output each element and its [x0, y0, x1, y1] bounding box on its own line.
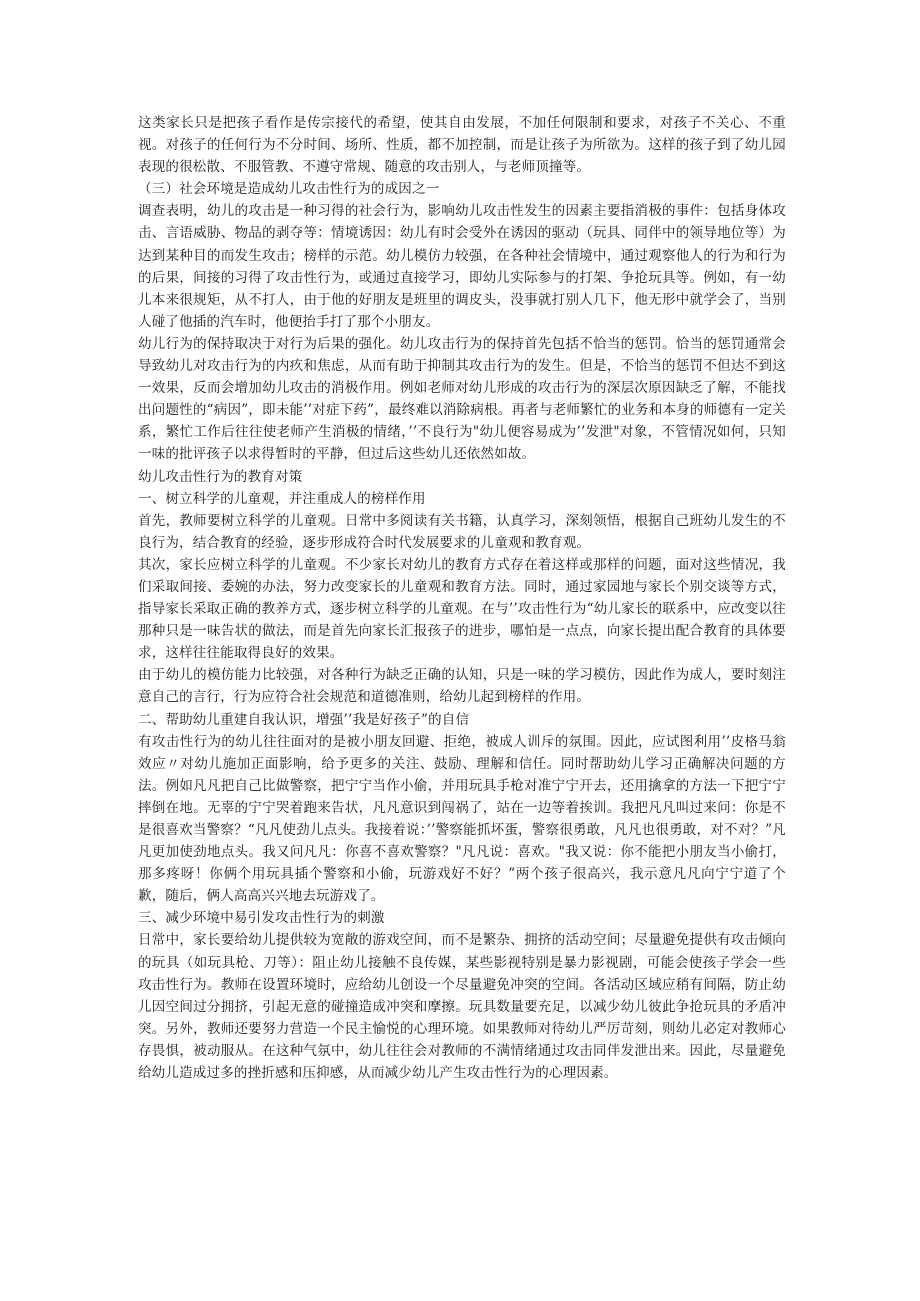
- paragraph-parent-indulgence: 这类家长只是把孩子看作是传宗接代的希望，使其自由发展，不加任何限制和要求，对孩子不关心、不重视。对孩子的任何行为不分时间、场所、性质，都不加控制，而是让孩子为所欲为。这样的孩子到了幼儿园表现的很松散、不服管教、不遵守常规、随意的攻击别人，与老师顶撞等。: [138, 115, 786, 176]
- heading-measure-one: 一、树立科学的儿童观，并注重成人的榜样作用: [138, 490, 426, 507]
- paragraph-behavior-reinforcement: 幼儿行为的保持取决于对行为后果的强化。幼儿攻击行为的保持首先包括不恰当的惩罚。恰当的惩罚通常会导致幼儿对攻击行为的内疚和焦虑，从而有助于抑制其攻击行为的发生。但是，不恰当的惩罚不但达不到这一效果，反而会增加幼儿攻击的消极作用。例如老师对幼儿形成的攻击行为的深层次原因缺乏了解，不能找出问题性的“病因”，即未能’’对症下药”，最终难以消除病根。再者与老师繁忙的业务和本身的师德有一定关系，繁忙工作后往往使老师产生消极的情绪，’’不良行为"幼儿便容易成为’’发泄"对象，不管情况如何，只知一味的批评孩子以求得暂时的平静，但过后这些幼儿还依然如故。: [138, 335, 786, 463]
- heading-education-measures: 幼儿攻击性行为的教育对策: [138, 468, 303, 485]
- paragraph-environment-stimuli: 日常中，家长要给幼儿提供较为宽敞的游戏空间，而不是繁杂、拥挤的活动空间；尽量避免提供有攻击倾向的玩具（如玩具枪、刀等）：阻止幼儿接触不良传媒，某些影视特别是暴力影视剧，可能会使孩子学会一些攻击性行为。教师在设置环境时，应给幼儿创设一个尽量避免冲突的空间。各活动区域应稍有间隔，防止幼儿因空间过分拥挤，引起无意的碰撞造成冲突和摩擦。玩具数量要充足，以减少幼儿彼此争抢玩具的矛盾冲突。另外，教师还要努力营造一个民主愉悦的心理环境。如果教师对待幼儿严厉苛刻，则幼儿必定对教师心存畏惧，被动服从。在这种气氛中，幼儿往往会对教师的不满情绪通过攻击同伴发泄出来。因此，尽量避免给幼儿造成过多的挫折感和压抑感，从而减少幼儿产生攻击性行为的心理因素。: [138, 932, 786, 1082]
- paragraph-teacher-view: 首先，教师要树立科学的儿童观。日常中多阅读有关书籍，认真学习，深刻领悟，根据自己班幼儿发生的不良行为，结合教育的经验，逐步形成符合时代发展要求的儿童观和教育观。: [138, 512, 786, 551]
- paragraph-survey-findings: 调查表明，幼儿的攻击是一种习得的社会行为，影响幼儿攻击性发生的因素主要指消极的事件：包括身体攻击、言语威胁、物品的剥夺等：情境诱因：幼儿有时会受外在诱因的驱动（玩具、同伴中的领导地位等）为达到某种目的而发生攻击；榜样的示范。幼儿模仿力较强，在各种社会情境中，通过观察他人的行为和行为的后果，间接的习得了攻击性行为，或通过直接学习，即幼儿实际参与的打架、争抢玩具等。例如，有一幼儿本来很规矩，从不打人，由于他的好朋友是班里的调皮头，没事就打别人几下，他无形中就学会了，当别人碰了他插的汽车时，他便抬手打了那个小朋友。: [138, 203, 786, 330]
- heading-measure-three: 三、减少环境中易引发攻击性行为的刺激: [138, 910, 385, 927]
- paragraph-role-model: 由于幼儿的模仿能力比较强，对各种行为缺乏正确的认知，只是一味的学习模仿，因此作为成人，要时刻注意自己的言行，行为应符合社会规范和道德准则，给幼儿起到榜样的作用。: [138, 667, 786, 706]
- paragraph-pygmalion-example: 有攻击性行为的幼儿往往面对的是被小朋友回避、拒绝，被成人训斥的氛围。因此，应试图利用’’皮格马翁效应〃对幼儿施加正面影响，给予更多的关注、鼓励、理解和信任。同时帮助幼儿学习正确解决问题的方法。例如凡凡把自己比做警察，把宁宁当作小偷，并用玩具手枪对准宁宁开去，还用擒拿的方法一下把宁宁摔倒在地。无辜的宁宁哭着跑来告状，凡凡意识到闯祸了，站在一边等着挨训。我把凡凡叫过来问：你是不是很喜欢当警察？“凡凡使劲儿点头。我接着说：’’警察能抓坏蛋，警察很勇敢，凡凡也很勇敢，对不对？”凡凡更加使劲地点头。我又问凡凡：你喜不喜欢警察？"凡凡说：喜欢。"我又说：你不能把小朋友当小偷打，那多疼呀！你俩个用玩具插个警察和小偷，玩游戏好不好？”两个孩子很高兴，我示意凡凡向宁宁道了个歉，随后，俩人高高兴兴地去玩游戏了。: [138, 733, 786, 905]
- document-page: [138, 112, 786, 1084]
- paragraph-parent-view: 其次，家长应树立科学的儿童观。不少家长对幼儿的教育方式存在着这样或那样的问题，面对这些情况，我们采取间接、委婉的办法，努力改变家长的儿童观和教育方法。同时，通过家园地与家长个别交谈等方式，指导家长采取正确的教养方式，逐步树立科学的儿童观。在与’’攻击性行为“幼儿家长的联系中，应改变以往那种只是一味告状的做法，而是首先向家长汇报孩子的进步，哪怕是一点点，向家长提出配合教育的具体要求，这样往往能取得良好的效果。: [138, 556, 786, 662]
- heading-measure-two: 二、帮助幼儿重建自我认识，增强’’我是好孩子”的自信: [138, 711, 470, 728]
- heading-social-environment: （三）社会环境是造成幼儿攻击性行为的成因之一: [138, 181, 440, 198]
